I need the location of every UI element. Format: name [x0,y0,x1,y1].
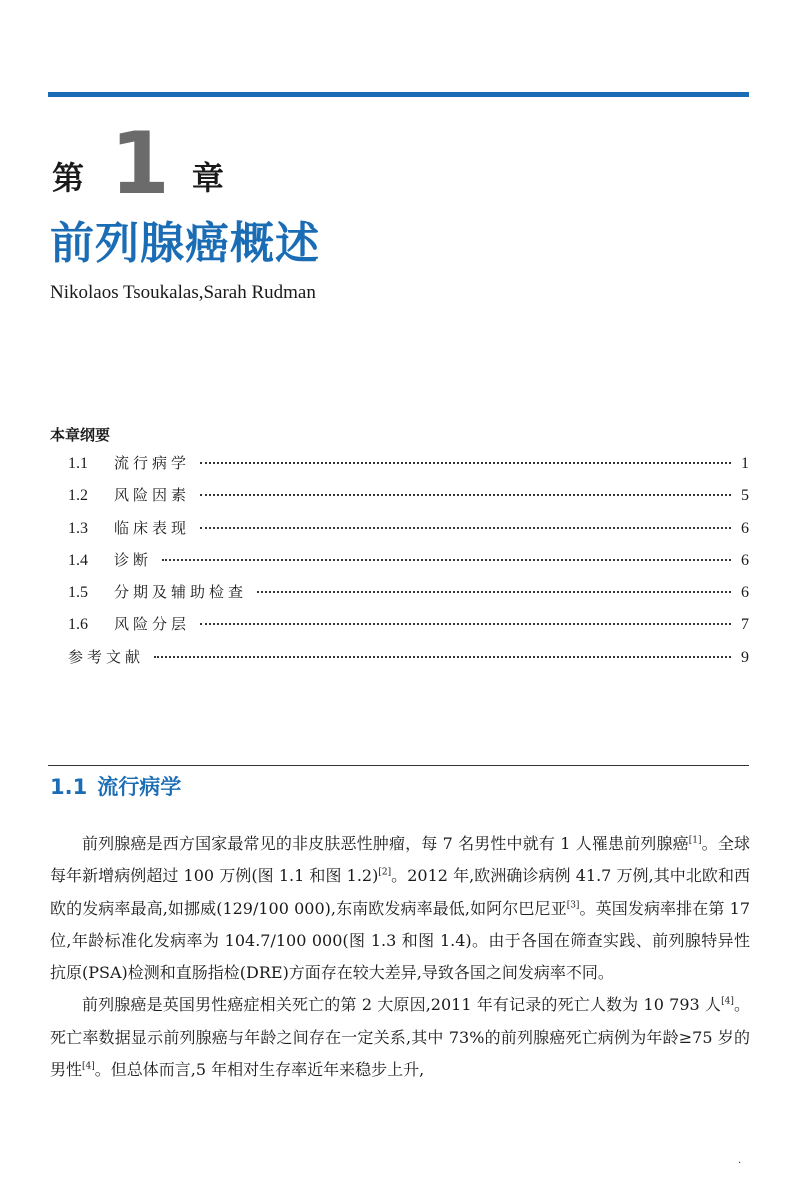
text-run: 前列腺癌是英国男性癌症相关死亡的第 2 大原因,2011 年有记录的死亡人数为 10 793 人 [82,995,722,1015]
toc-item-title: 分期及辅助检查 [114,583,248,602]
citation-ref[interactable]: [4] [721,997,734,1008]
toc-item-page: 1 [741,455,749,472]
citation-ref[interactable]: [3] [566,900,580,911]
text-run: 前列腺癌是西方国家最常见的非皮肤恶性肿瘤，每 7 名男性中就有 1 人罹患前列腺癌 [82,834,689,853]
toc-leader-dots [200,623,731,625]
text-run: 。死亡率数据显示前列腺癌与年龄之间存在一定关系,其中 73%的前列腺癌死亡病例为年龄≥75 岁的男性 [50,995,750,1080]
toc-item[interactable] [68,613,749,645]
body-text [50,828,750,1086]
toc-item-title: 临床表现 [114,518,191,537]
toc-item-title: 参考文献 [68,647,145,666]
toc-item-number: 1.6 [68,616,88,634]
toc-item-page: 7 [741,616,749,634]
toc-leader-dots [200,494,731,496]
chapter-number-line [52,114,224,215]
citation-ref[interactable]: [2] [378,867,392,878]
toc-leader-dots [257,591,731,593]
toc-item-number: 1.4 [68,551,88,569]
toc-item-page: 6 [741,584,749,602]
toc-item-title: 风险分层 [114,615,191,634]
page-corner-mark: · [738,1158,742,1169]
toc-leader-dots [200,462,731,464]
chapter-title: 前列腺癌概述 [50,218,320,269]
toc-item-page: 6 [741,519,749,537]
text-run: 。但总体而言,5 年相对生存率近年来稳步上升, [94,1060,425,1080]
toc-item-page: 6 [741,551,749,569]
toc-item[interactable] [68,549,749,581]
toc-item-title: 风险因素 [114,486,191,505]
table-of-contents [68,452,749,678]
chapter-suffix: 章 [191,159,224,197]
toc-item-number: 1.1 [68,455,88,472]
toc-item-number: 1.3 [68,519,88,537]
citation-ref[interactable]: [1] [688,835,702,846]
chapter-prefix: 第 [52,159,85,197]
toc-item[interactable] [68,581,749,613]
text-run: 。全球每年新增病例超过 100 万例(图 1.1 和图 1.2) [50,834,750,886]
toc-item[interactable] [68,517,749,549]
toc-item-title: 流行病学 [114,454,191,472]
citation-ref[interactable]: [4] [82,1061,95,1072]
section-heading [50,771,181,801]
paragraph [50,989,750,1086]
toc-item-title: 诊断 [114,550,153,569]
section-title: 流行病学 [97,775,182,799]
authors: Nikolaos Tsoukalas,Sarah Rudman [50,282,316,303]
toc-item-number: 1.5 [68,584,88,602]
chapter-number: 1 [110,114,168,215]
toc-leader-dots [154,656,731,658]
toc-leader-dots [200,527,731,529]
toc-item-references[interactable] [68,646,749,678]
toc-leader-dots [162,559,731,561]
toc-item[interactable] [68,452,749,484]
top-accent-rule [48,92,749,97]
toc-item-number: 1.2 [68,487,88,505]
section-rule [48,765,749,766]
text-run: 。2012 年,欧洲确诊病例 41.7 万例,其中北欧和西欧的发病率最高,如挪威(129/100 000),东南欧发病率最低,如阿尔巴尼亚 [50,866,750,918]
section-number: 1.1 [50,775,88,799]
text-run: 。英国发病率排在第 17 位,年龄标准化发病率为 104.7/100 000(图 1.3 和图 1.4)。由于各国在筛查实践、前列腺特异性抗原(PSA)检测和直肠指检(DRE)方面存在较大差异,导致各国之间发病率不同。 [50,898,750,983]
toc-item[interactable] [68,484,749,516]
paragraph [50,828,750,989]
toc-item-page: 9 [741,648,749,666]
toc-item-page: 5 [741,487,749,505]
toc-heading: 本章纲要 [50,426,111,444]
